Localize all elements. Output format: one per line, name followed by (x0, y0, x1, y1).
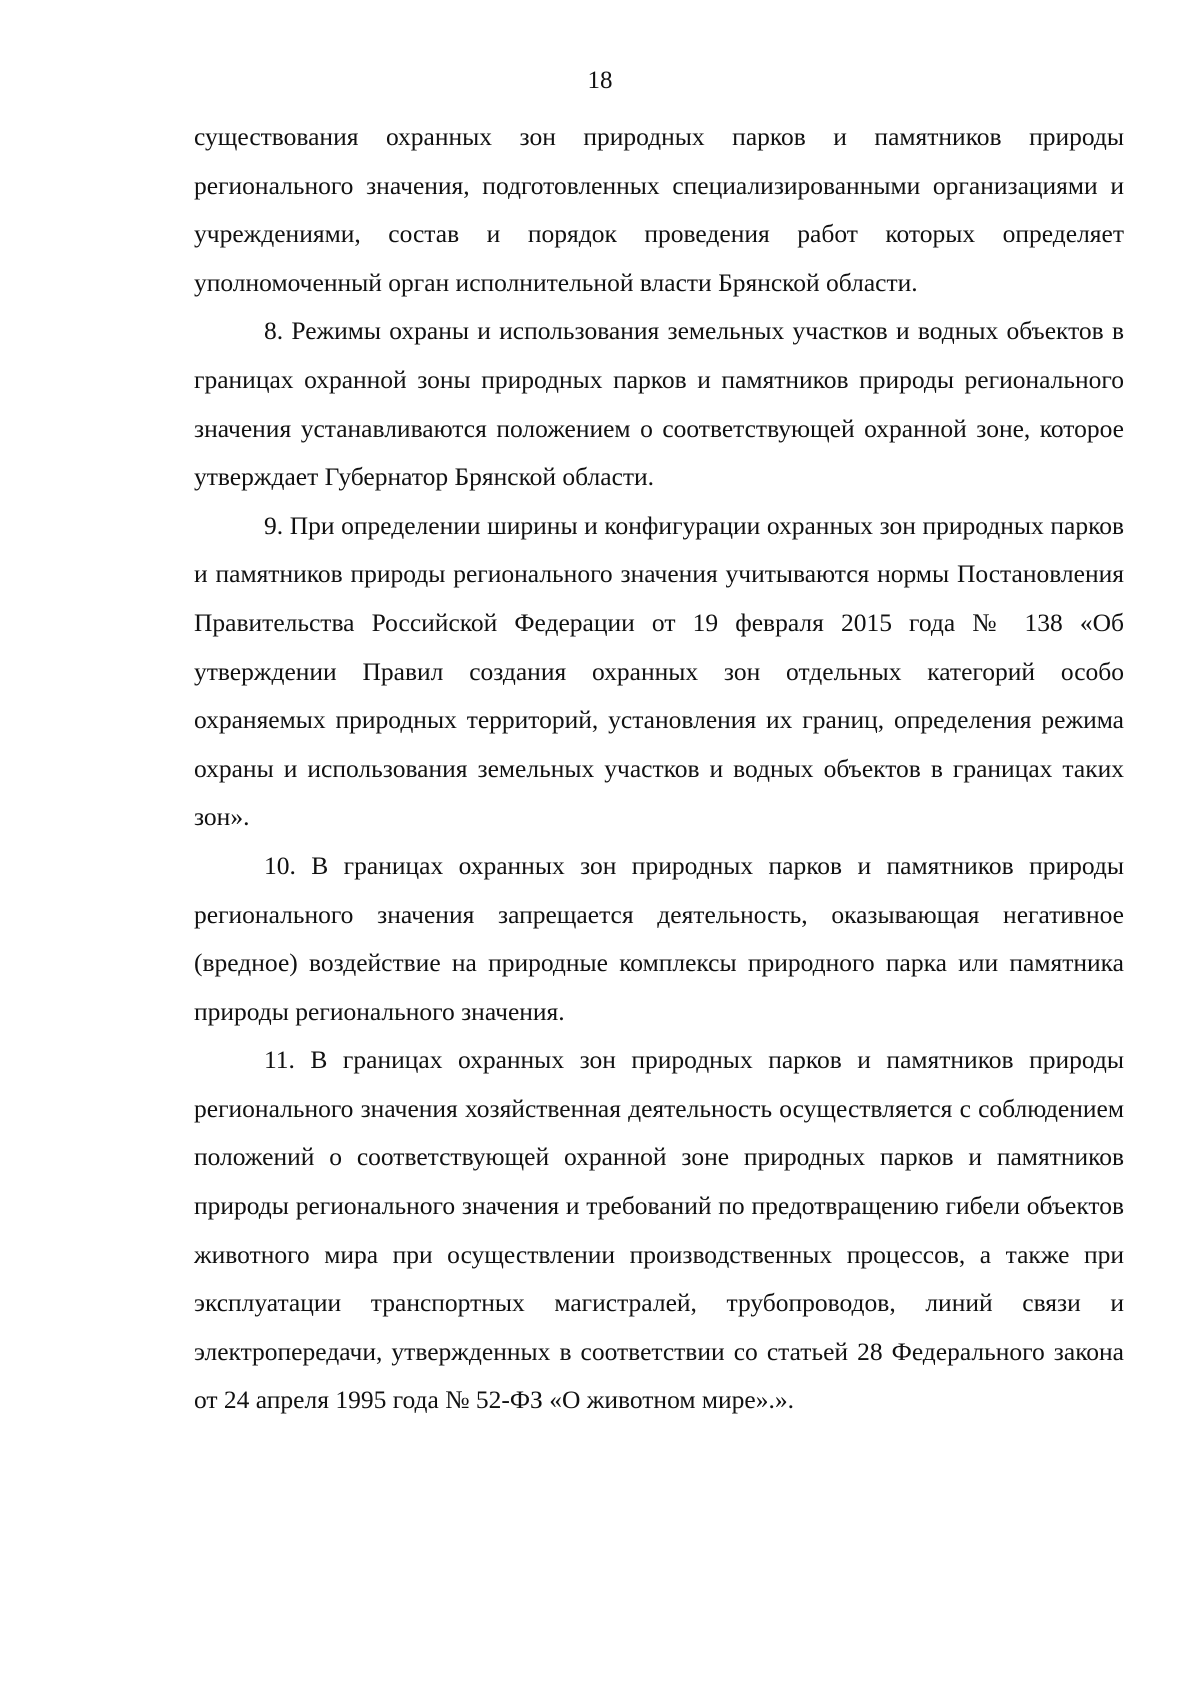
paragraph-item-10: 10. В границах охранных зон природных парков и памятников природы регионального значения запрещается деятельность, оказывающая негативное (вредное) воздействие на природные комплексы природного парка или памятника природы регионального значения. (194, 850, 1124, 1026)
page-number: 18 (587, 67, 613, 94)
paragraph-continuation: существования охранных зон природных парков и памятников природы регионального значения, подготовленных специализированными организациями и учреждениями, состав и порядок проведения работ которых определяет уполномоченный орган исполнительной власти Брянской области. (194, 122, 1124, 297)
paragraph-item-9: 9. При определении ширины и конфигурации охранных зон природных парков и памятников природы регионального значения учитываются нормы Постановления Правительства Российской Федерации от 19 февраля 2015 года № 138 «Об утверждении Правил создания охранных зон отдельных категорий особо охраняемых природных территорий, установления их границ, определения режима охраны и использования земельных участков и водных объектов в границах таких зон». (194, 510, 1124, 832)
paragraph-item-8: 8. Режимы охраны и использования земельных участков и водных объектов в границах охранной зоны природных парков и памятников природы регионального значения устанавливаются положением о соответствующей охранной зоне, которое утверждает Губернатор Брянской области. (194, 316, 1124, 492)
paragraph-item-11: 11. В границах охранных зон природных парков и памятников природы регионального значения хозяйственная деятельность осуществляется с соблюдением положений о соответствующей охранной зоне природных парков и памятников природы регионального значения и требований по предотвращению гибели объектов животного мира при осуществлении производственных процессов, а также при эксплуатации транспортных магистралей, трубопроводов, линий связи и электропередачи, утвержденных в соответствии со статьей 28 Федерального закона от 24 апреля 1995 года № 52-ФЗ «О животном мире».». (194, 1045, 1124, 1415)
document-body (194, 113, 1124, 1425)
